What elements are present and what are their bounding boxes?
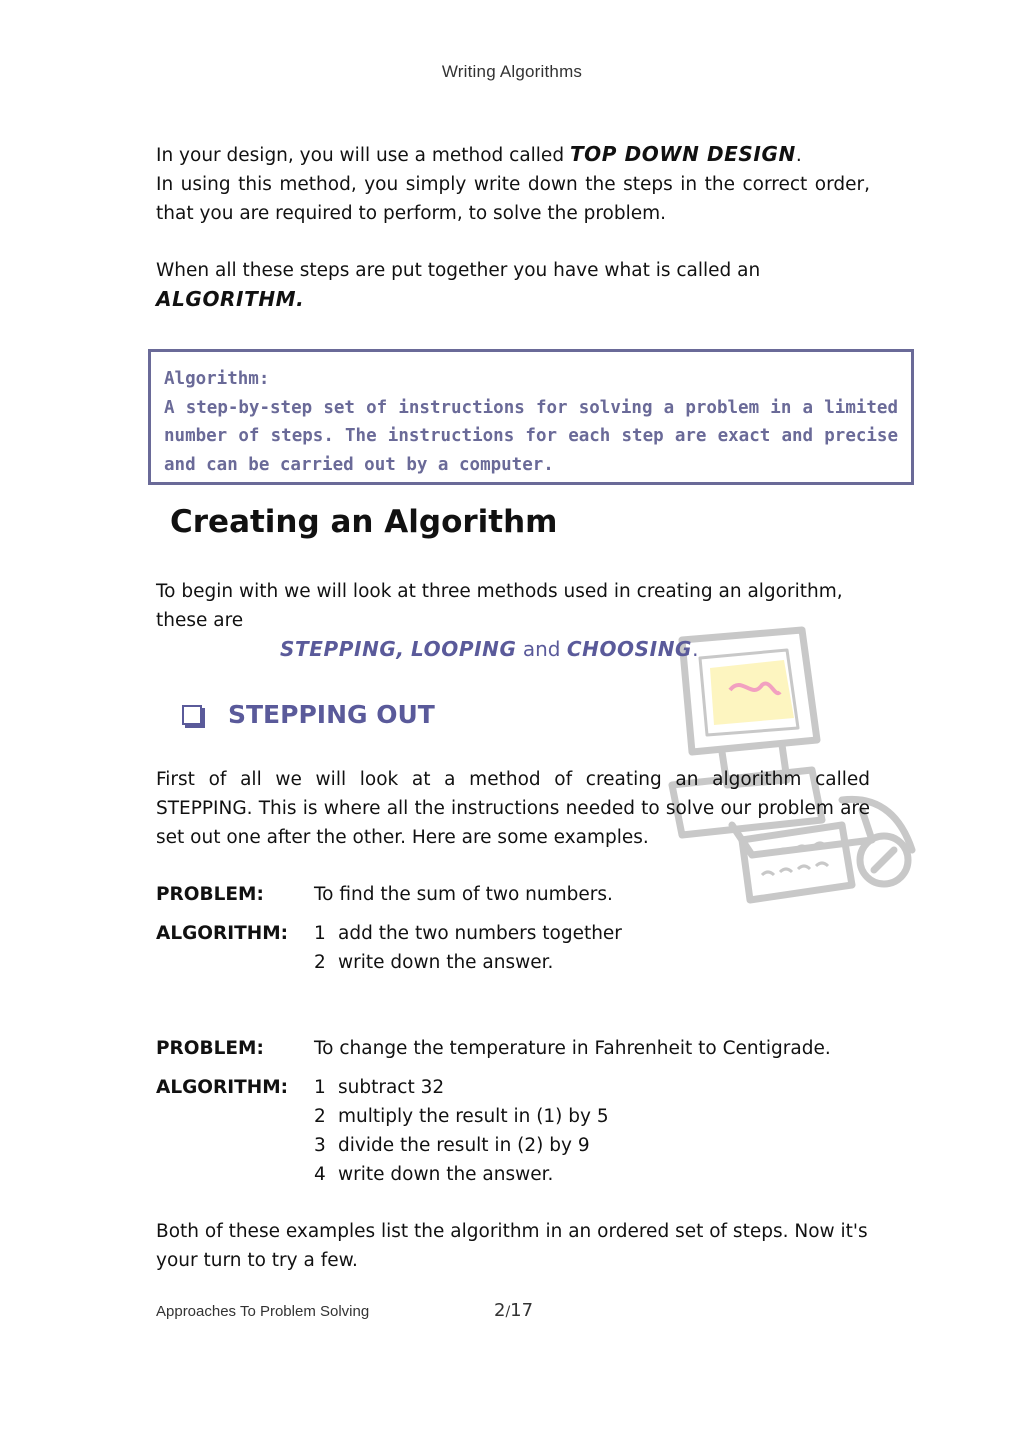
list-item: 3 divide the result in (2) by 9 — [314, 1135, 590, 1156]
stepping-paragraph: First of all we will look at a method of creating an algorithm called STEPPING. This is where all the instructions needed to solve our problem are set out one after the other. Here are some examples. — [156, 769, 870, 848]
top-down-design-term: TOP DOWN DESIGN — [569, 142, 796, 166]
algorithm-intro-paragraph: When all these steps are put together you have what is called an ALGORITHM. — [156, 260, 761, 311]
list-item: 1 add the two numbers together — [314, 923, 622, 944]
footer-title: Approaches To Problem Solving — [156, 1303, 370, 1320]
definition-term: Algorithm: — [164, 369, 270, 389]
page-number: 2/17 — [494, 1300, 534, 1321]
list-item: 4 write down the answer. — [314, 1164, 554, 1185]
method-choosing: CHOOSING — [566, 637, 693, 661]
method-looping: LOOPING — [410, 637, 517, 661]
intro-line2: In using this method, you simply write down the steps in the correct order, that you are required to perform, to solve the problem. — [156, 174, 870, 224]
algorithm-term: ALGORITHM. — [156, 287, 305, 311]
definition-text: A step-by-step set of instructions for solving a problem in a limited number of steps. The instructions for each step are exact and precise and can be carried out by a computer. — [164, 397, 898, 475]
intro-line1: In your design, you will use a method called TOP DOWN DESIGN. — [156, 142, 802, 166]
example-2-steps — [314, 1073, 609, 1189]
intro-paragraph — [156, 140, 870, 228]
list-item: 2 write down the answer. — [314, 952, 554, 973]
checkbox-bullet-icon — [182, 705, 202, 725]
closing-paragraph: Both of these examples list the algorithm in an ordered set of steps. Now it's your turn to try a few. — [156, 1221, 868, 1271]
example-1-steps — [314, 919, 622, 977]
section-intro: To begin with we will look at three methods used in creating an algorithm, these are — [156, 581, 843, 631]
document-page: Writing Algorithms In your design, you will use a method called TOP DOWN DESIGN. In using this method, you simply write down the steps in the correct order, that you are required to perform, to solve the problem. When all these steps are put together you have what is called an ALGORITHM. Algorithm: A step-by-step set of instructions for solving a problem in a limited number of steps. The instructions for each step are exact and precise and can be carried out by a computer. Creating an Algorithm To begin with we will look at three methods used in creating an algorithm, these are STEPPING, LOOPING and CHOOSING. STEPPING OUT First of all we will look at a method of creating an algorithm called STEPPING. This is where all the instructions needed to solve our problem are set out one after the other. Here are some examples. PROBLEM: To find the sum of two numbers. ALGORITHM: 1 add the two numbers together 2 write down the answer. PROBLEM: To change the temperature in Fahrenheit to Centigrade. ALGORITHM: 1 subtract 32 2 multiply the result in (1) by 5 3 divide the result in (2) by 9 4 write down the answer. Both of these examples list the algorithm in an ordered set of steps. Now it's your turn to try a few. Approaches To Problem Solving 2/17 — [0, 0, 1024, 1449]
list-item: 1 subtract 32 — [314, 1077, 445, 1098]
definition-box — [148, 349, 914, 485]
methods-list: STEPPING, LOOPING and CHOOSING. — [280, 637, 699, 661]
method-stepping: STEPPING, — [280, 637, 405, 661]
list-item: 2 multiply the result in (1) by 5 — [314, 1106, 609, 1127]
subsection-heading: STEPPING OUT — [182, 700, 435, 729]
section-title: Creating an Algorithm — [170, 504, 558, 540]
running-header: Writing Algorithms — [441, 62, 583, 81]
